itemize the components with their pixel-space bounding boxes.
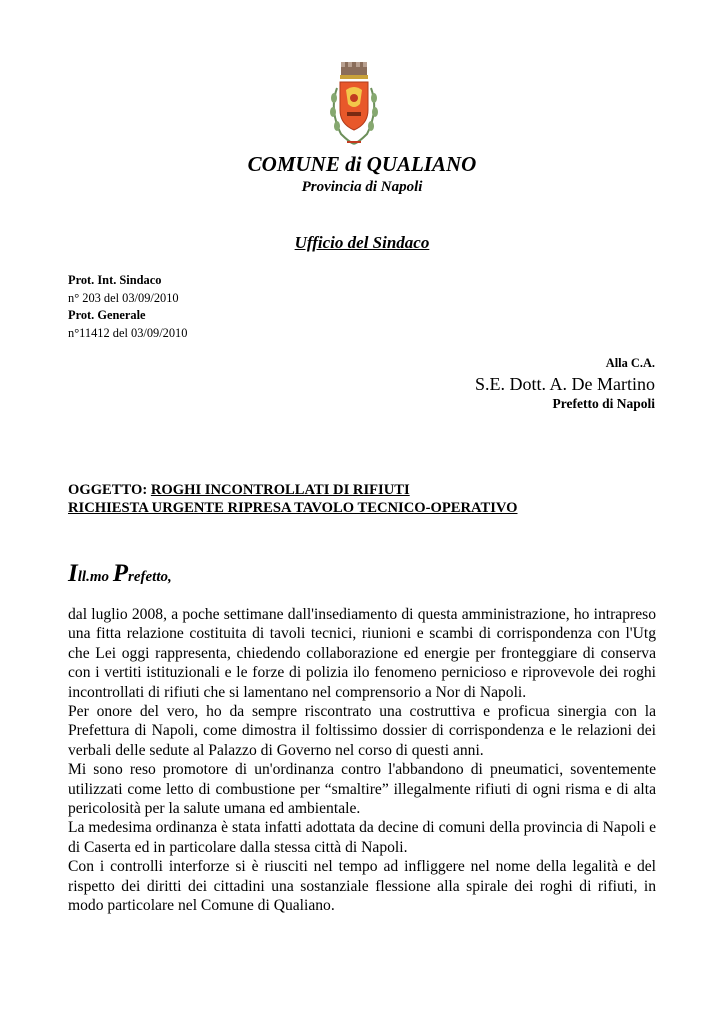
body-paragraph: Mi sono reso promotore di un'ordinanza contro l'abbandono di pneumatici, soventemente utilizzati come letto di combustione per “smaltire” illegalmente rifiuti di ogni risma e di alta pericolosità per la salute umana ed ambientale. xyxy=(68,761,656,818)
salutation-rest-2: refetto, xyxy=(128,569,172,585)
salutation xyxy=(68,560,172,588)
prot-gen-value: n°11412 del 03/09/2010 xyxy=(68,325,188,340)
salutation-cap-2: P xyxy=(112,560,129,587)
recipient-block xyxy=(475,355,655,413)
body-paragraph: Con i controlli interforze si è riusciti nel tempo ad infliggere nel nome della legalità e del rispetto dei diritti dei cittadini una sostanziale flessione alla spirale dei roghi di rifiuti, in modo particolare nel Comune di Qualiano. xyxy=(68,858,656,915)
body-paragraph: La medesima ordinanza è stata infatti adottata da decine di comuni della provincia di Napoli e di Caserta ed in particolare dalla stessa città di Napoli. xyxy=(68,819,656,856)
recipient-role: Prefetto di Napoli xyxy=(552,396,655,411)
municipality-title: COMUNE di QUALIANO xyxy=(247,152,477,176)
subject-line-1: ROGHI INCONTROLLATI DI RIFIUTI xyxy=(150,482,410,498)
office-heading: Ufficio del Sindaco xyxy=(294,233,430,252)
subject-label: OGGETTO: xyxy=(68,482,151,498)
subject-block xyxy=(68,481,518,517)
subject-line-2: RICHIESTA URGENTE RIPRESA TAVOLO TECNICO-OPERATIVO xyxy=(68,500,518,516)
prot-int-value: n° 203 del 03/09/2010 xyxy=(68,290,179,305)
prot-int-label: Prot. Int. Sindaco xyxy=(68,273,162,287)
letter-body xyxy=(68,605,656,916)
recipient-name: S.E. Dott. A. De Martino xyxy=(475,374,655,394)
municipal-crest-icon xyxy=(327,58,381,150)
body-paragraph: Per onore del vero, ho da sempre riscontrato una costruttiva e proficua sinergia con la Prefettura di Napoli, come dimostra il foltissimo dossier di corrispondenza e le relazioni dei verbali delle sedute al Palazzo di Governo nel corso di questi anni. xyxy=(68,703,656,759)
province-subtitle: Provincia di Napoli xyxy=(301,179,423,195)
protocol-block xyxy=(68,272,187,342)
prot-gen-label: Prot. Generale xyxy=(68,308,146,322)
recipient-attn: Alla C.A. xyxy=(605,356,655,370)
salutation-cap-1: I xyxy=(68,560,78,587)
body-paragraph: dal luglio 2008, a poche settimane dall'insediamento di questa amministrazione, ho intrapreso una fitta relazione costituita di tavoli tecnici, riunioni e scambi di corrispondenza con l'Utg che Lei oggi rappresenta, chiedendo collaborazione ed energie per fronteggiare di conserva con i vertiti istituzionali e le forze di polizia ilo fenomeno pernicioso e riprovevole dei roghi incontrollati di rifiuti che si lamentano nel comprensorio a Nor di Napoli. xyxy=(68,606,656,701)
salutation-rest-1: ll.mo xyxy=(77,569,113,585)
